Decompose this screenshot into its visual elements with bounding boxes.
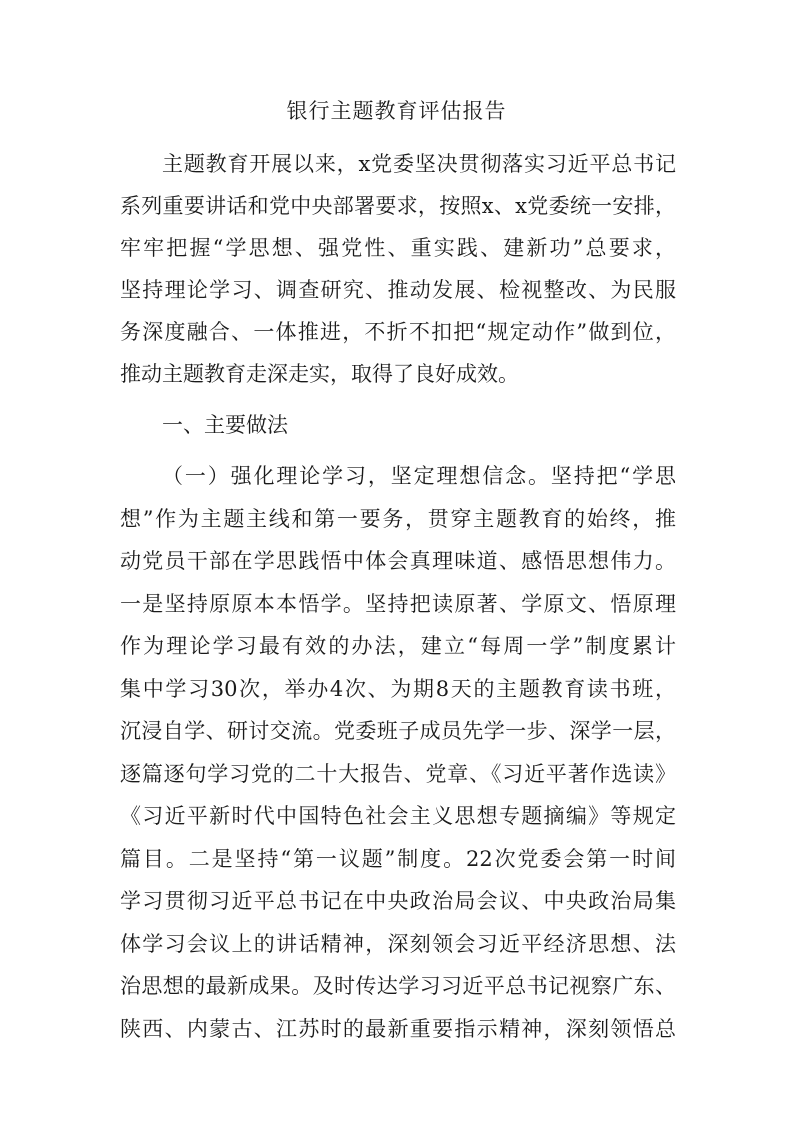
paragraph-line: 逐篇逐句学习党的二十大报告、党章、《习近平著作选读》 [120,762,676,786]
paragraph-line: 坚持理论学习、调查研究、推动发展、检视整改、为民服 [120,278,676,302]
paragraph-line: 系列重要讲话和党中央部署要求，按照x、x党委统一安排， [120,194,676,218]
paragraph-line: 务深度融合、一体推进，不折不扣把“规定动作”做到位， [120,320,676,344]
paragraph-line: 体学习会议上的讲话精神，深刻领会习近平经济思想、法 [120,932,676,956]
paragraph-line: 集中学习30次，举办4次、为期8天的主题教育读书班， [120,677,676,701]
paragraph-line: 沉浸自学、研讨交流。党委班子成员先学一步、深学一层， [120,719,676,743]
document-title: 银行主题教育评估报告 [286,99,507,123]
paragraph-line: 一是坚持原原本本悟学。坚持把读原著、学原文、悟原理 [120,592,676,616]
paragraph-line: 《习近平新时代中国特色社会主义思想专题摘编》等规定 [120,804,676,828]
paragraph-line: （一）强化理论学习，坚定理想信念。坚持把“学思 [162,464,676,488]
paragraph-line: 牢牢把握“学思想、强党性、重实践、建新功”总要求， [120,236,676,260]
paragraph-line: 想”作为主题主线和第一要务，贯穿主题教育的始终，推 [120,507,676,531]
paragraph-line: 陕西、内蒙古、江苏时的最新重要指示精神，深刻领悟总 [120,1017,676,1041]
paragraph-line: 动党员干部在学思践悟中体会真理味道、感悟思想伟力。 [120,549,676,573]
paragraph-line: 主题教育开展以来，x党委坚决贯彻落实习近平总书记 [162,152,676,176]
paragraph-line: 学习贯彻习近平总书记在中央政治局会议、中央政治局集 [120,889,676,913]
paragraph-line: 作为理论学习最有效的办法，建立“每周一学”制度累计 [120,634,676,658]
paragraph-line: 推动主题教育走深走实，取得了良好成效。 [120,362,519,386]
paragraph-line: 篇目。二是坚持“第一议题”制度。22次党委会第一时间 [120,847,676,871]
section-heading: 一、主要做法 [162,413,288,437]
paragraph-line: 治思想的最新成果。及时传达学习习近平总书记视察广东、 [120,974,676,998]
